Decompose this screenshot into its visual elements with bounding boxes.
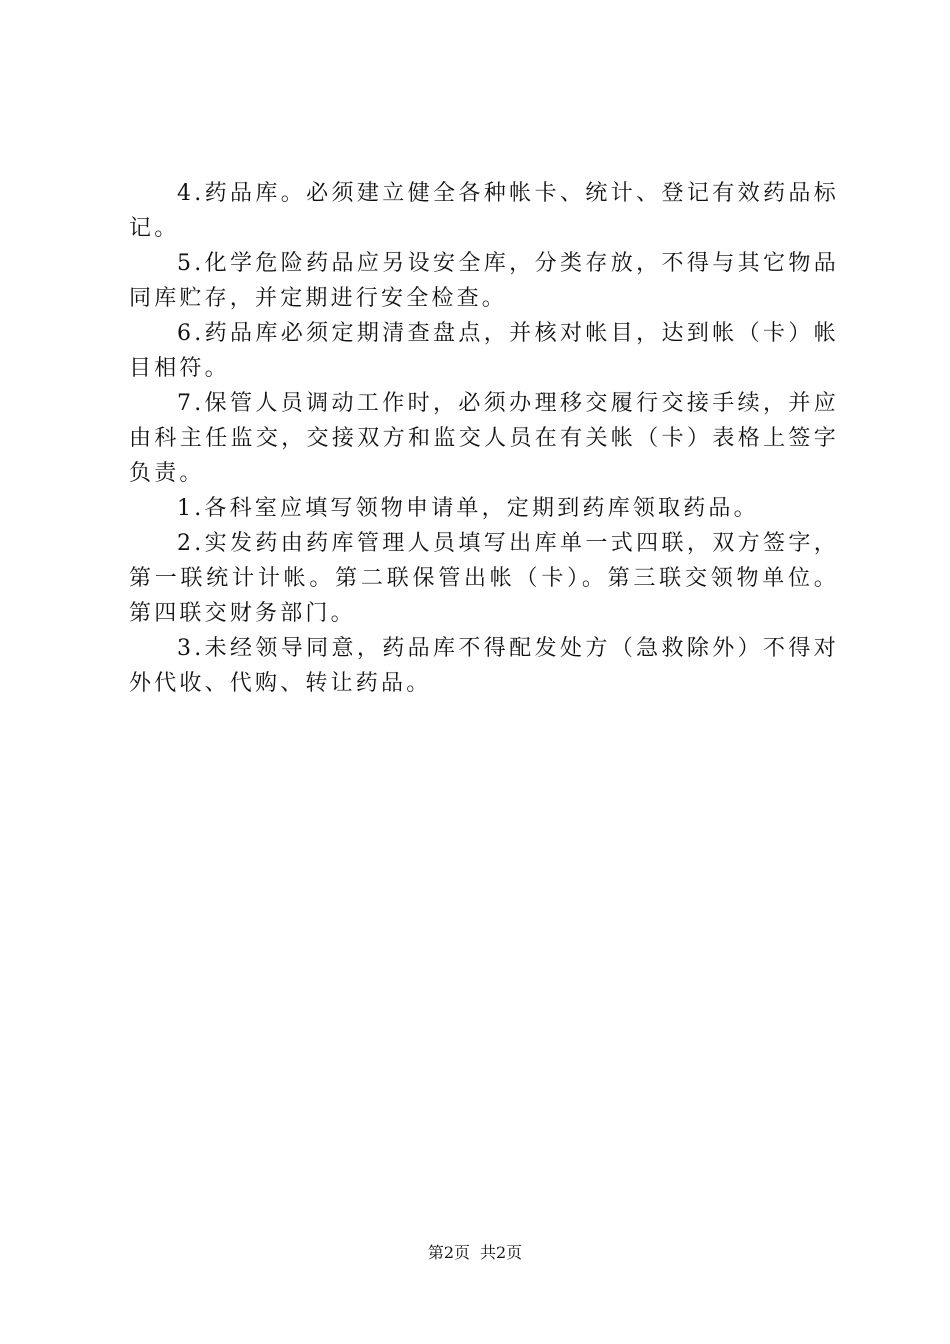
paragraph-item-3-restrictions: 3.未经领导同意，药品库不得配发处方（急救除外）不得对外代收、代购、转让药品。 [129, 636, 839, 696]
paragraph-item-6-stock-check: 6.药品库必须定期清查盘点，并核对帐目，达到帐（卡）帐目相符。 [129, 321, 839, 381]
document-body [129, 176, 839, 701]
paragraph-item-7-handover: 7.保管人员调动工作时，必须办理移交履行交接手续，并应由科主任监交，交接双方和监交人员在有关帐（卡）表格上签字负责。 [129, 391, 839, 486]
paragraph-item-5-hazardous-storage: 5.化学危险药品应另设安全库，分类存放，不得与其它物品同库贮存，并定期进行安全检查。 [129, 251, 839, 311]
paragraph-item-4-inventory-cards: 4.药品库。必须建立健全各种帐卡、统计、登记有效药品标记。 [129, 181, 839, 241]
page-number-current: 第2页 [427, 1243, 470, 1262]
page-footer [0, 1242, 950, 1264]
paragraph-item-2-issue-slip: 2.实发药由药库管理人员填写出库单一式四联，双方签字，第一联统计计帐。第二联保管出帐（卡）。第三联交领物单位。第四联交财务部门。 [129, 531, 839, 626]
page-number-total: 共2页 [480, 1243, 523, 1262]
paragraph-item-1-requisition: 1.各科室应填写领物申请单，定期到药库领取药品。 [177, 496, 759, 521]
